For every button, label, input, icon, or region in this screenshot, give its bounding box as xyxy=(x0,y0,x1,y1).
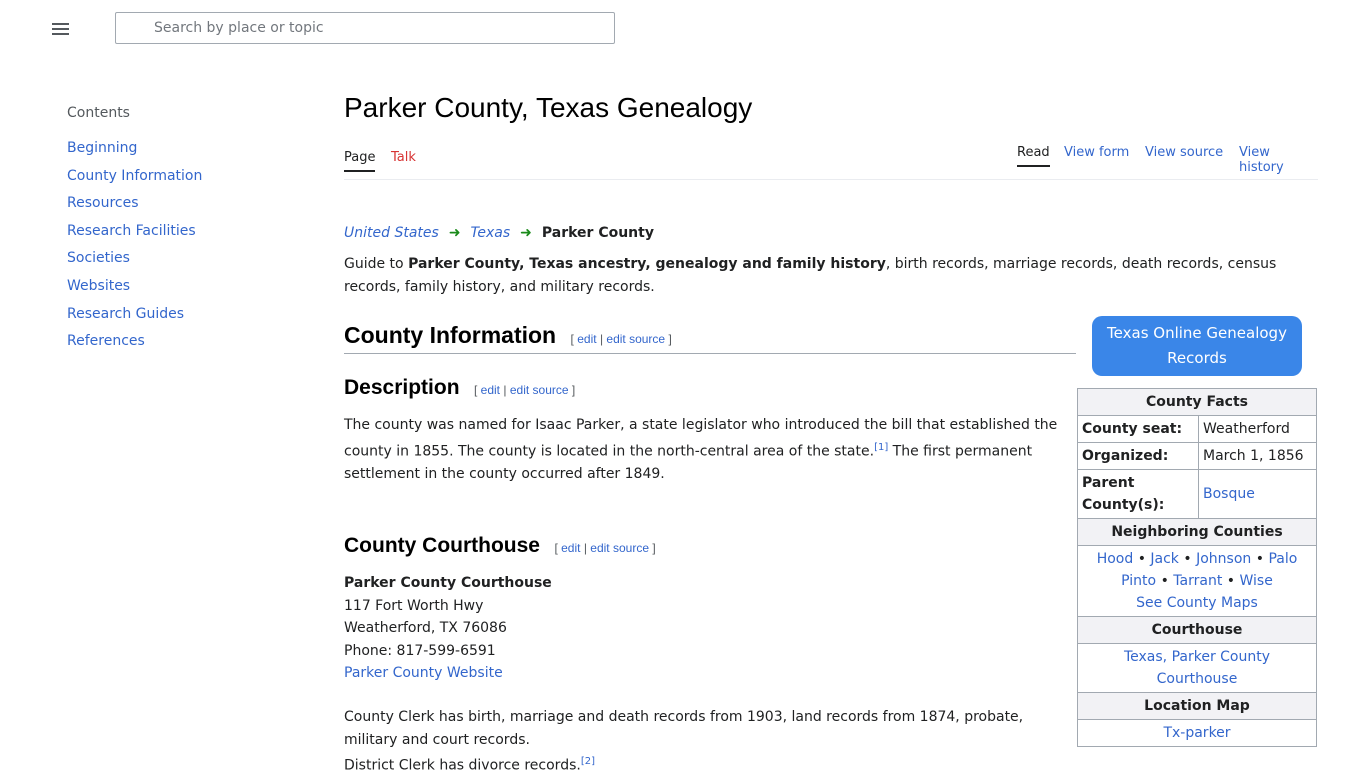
toc-item-references[interactable]: References xyxy=(67,333,145,350)
location-map-image[interactable] xyxy=(1078,720,1317,747)
courthouse-address-2: Weatherford, TX 76086 xyxy=(344,620,507,636)
parent-county-label: Parent County(s): xyxy=(1078,470,1199,519)
search-input[interactable] xyxy=(152,13,596,43)
intro-paragraph xyxy=(344,253,1314,298)
edit-source-link[interactable]: edit source xyxy=(590,541,649,555)
bullet-separator: • xyxy=(1183,551,1192,567)
breadcrumb-current: Parker County xyxy=(541,225,654,241)
search-box[interactable] xyxy=(115,12,615,44)
toc-item-resources[interactable]: Resources xyxy=(67,195,139,212)
bullet-separator: • xyxy=(1255,551,1264,567)
location-map-header: Location Map xyxy=(1078,693,1317,720)
edit-source-link[interactable]: edit source xyxy=(509,383,569,397)
neighboring-counties-header: Neighboring Counties xyxy=(1078,519,1317,546)
table-of-contents xyxy=(67,105,297,360)
description-paragraph xyxy=(344,414,1066,485)
toc-item-county-information[interactable]: County Information xyxy=(67,167,203,184)
toc-item-societies[interactable]: Societies xyxy=(67,250,130,267)
hamburger-icon[interactable] xyxy=(52,20,69,36)
edit-source-link[interactable]: edit source xyxy=(606,332,666,346)
intro-suffix: , birth records, marriage records, death records, census records, family history, and military records. xyxy=(344,256,1277,295)
bullet-separator: • xyxy=(1137,551,1146,567)
edit-link[interactable]: edit xyxy=(480,383,501,397)
courthouse-details xyxy=(344,572,1064,685)
courthouse-title: County Courthouse xyxy=(344,534,540,557)
courthouse-address-1: 117 Fort Worth Hwy xyxy=(344,597,484,614)
clerk-paragraph xyxy=(344,706,1064,777)
organized-label: Organized: xyxy=(1078,443,1199,470)
intro-prefix: Guide to xyxy=(344,256,409,272)
reference-1[interactable]: [1] xyxy=(874,441,889,453)
courthouse-phone: Phone: 817-599-6591 xyxy=(344,642,496,659)
reference-2[interactable]: [2] xyxy=(580,756,595,767)
organized-value: March 1, 1856 xyxy=(1199,443,1317,470)
location-map-alt[interactable]: Tx-parker xyxy=(1163,725,1231,741)
tab-view-source[interactable]: View source xyxy=(1145,145,1224,160)
tab-read[interactable]: Read xyxy=(1017,145,1050,167)
edit-link[interactable]: edit xyxy=(561,541,581,555)
tab-page[interactable]: Page xyxy=(344,150,375,172)
neighbor-hood-link[interactable]: Hood xyxy=(1096,551,1134,567)
district-text: District Clerk has divorce records. xyxy=(344,757,581,774)
county-information-title: County Information xyxy=(344,322,557,348)
parent-county-link[interactable]: Bosque xyxy=(1203,486,1255,502)
tab-view-form[interactable]: View form xyxy=(1064,145,1130,160)
description-heading xyxy=(344,376,575,400)
county-information-heading xyxy=(344,322,1076,354)
clerk-text: County Clerk has birth, marriage and death records from 1903, land records from 1874, probate, military and court records. xyxy=(344,709,1024,748)
county-facts-header: County Facts xyxy=(1078,389,1317,416)
courthouse-image-alt[interactable]: Texas, Parker County Courthouse xyxy=(1123,649,1271,687)
courthouse-image[interactable] xyxy=(1078,644,1317,693)
description-text-2: The first permanent settlement in the county occurred after 1849. xyxy=(344,443,1033,482)
breadcrumb xyxy=(344,225,654,241)
toc-item-beginning[interactable]: Beginning xyxy=(67,140,138,156)
courthouse-heading xyxy=(344,534,656,558)
toc-title: Contents xyxy=(67,105,130,121)
description-text: The county was named for Isaac Parker, a state legislator who introduced the bill that established the county in 1855. The county is located in the north-central area of the state. xyxy=(344,417,1058,460)
edit-section-links: [ edit | edit source ] xyxy=(473,383,576,397)
county-seat-label: County seat: xyxy=(1078,416,1199,443)
edit-section-links: [ edit | edit source ] xyxy=(554,541,656,555)
page-title: Parker County, Texas Genealogy xyxy=(344,92,753,123)
intro-bold: Parker County, Texas ancestry, genealogy and family history xyxy=(408,256,886,272)
see-county-maps-link[interactable]: See County Maps xyxy=(1136,595,1258,611)
page-tabs xyxy=(344,145,1318,180)
courthouse-header: Courthouse xyxy=(1078,617,1317,644)
toc-item-research-facilities[interactable]: Research Facilities xyxy=(67,222,196,239)
neighbor-palo-pinto-link[interactable]: Palo Pinto xyxy=(1121,551,1298,589)
breadcrumb-texas[interactable]: Texas xyxy=(470,225,511,241)
neighbor-tarrant-link[interactable]: Tarrant xyxy=(1173,573,1223,589)
neighboring-counties-list xyxy=(1078,546,1317,617)
toc-item-research-guides[interactable]: Research Guides xyxy=(67,305,185,322)
county-facts-infobox xyxy=(1077,388,1317,747)
tab-view-history[interactable]: View history xyxy=(1239,145,1284,175)
county-website-link[interactable]: Parker County Website xyxy=(344,665,503,681)
right-arrow-icon: ➜ xyxy=(448,225,461,241)
neighbor-wise-link[interactable]: Wise xyxy=(1239,573,1273,589)
bullet-separator: • xyxy=(1226,573,1236,589)
texas-online-records-button[interactable]: Texas Online Genealogy Records xyxy=(1092,316,1302,376)
toc-item-websites[interactable]: Websites xyxy=(67,277,131,294)
tab-talk[interactable]: Talk xyxy=(391,150,416,165)
courthouse-name: Parker County Courthouse xyxy=(344,575,552,591)
right-arrow-icon: ➜ xyxy=(520,225,532,241)
edit-link[interactable]: edit xyxy=(577,332,597,346)
bullet-separator: • xyxy=(1160,573,1169,589)
neighbor-jack-link[interactable]: Jack xyxy=(1150,551,1179,567)
neighbor-johnson-link[interactable]: Johnson xyxy=(1196,551,1252,567)
description-title: Description xyxy=(344,376,460,399)
breadcrumb-united-states[interactable]: United States xyxy=(344,225,439,241)
edit-section-links: [ edit | edit source ] xyxy=(570,332,672,346)
county-seat-value: Weatherford xyxy=(1199,416,1317,443)
